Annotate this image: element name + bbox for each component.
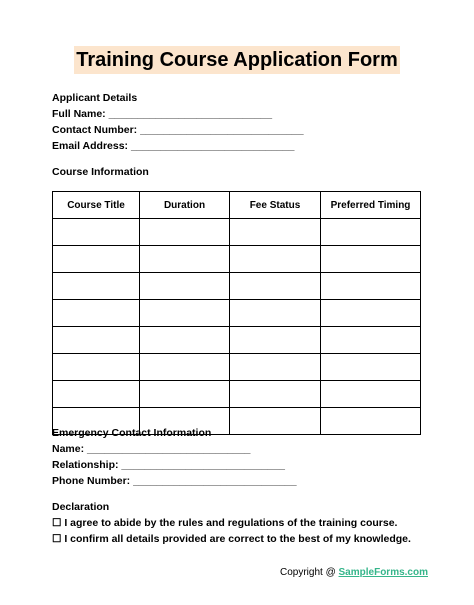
table-cell[interactable]	[140, 300, 230, 327]
table-cell[interactable]	[140, 354, 230, 381]
relationship-field[interactable]: Relationship: ____________________________	[52, 459, 285, 471]
column-header-duration: Duration	[140, 192, 230, 219]
emergency-heading: Emergency Contact Information	[52, 427, 212, 439]
column-header-fee-status: Fee Status	[230, 192, 321, 219]
emergency-name-field[interactable]: Name: ____________________________	[52, 443, 251, 455]
table-row	[53, 381, 421, 408]
table-cell[interactable]	[321, 300, 421, 327]
copyright	[280, 567, 428, 578]
applicant-heading: Applicant Details	[52, 92, 138, 104]
declaration-checkbox-confirm[interactable]: ☐ I confirm all details provided are correct to the best of my knowledge.	[52, 533, 411, 545]
table-cell[interactable]	[321, 273, 421, 300]
table-cell[interactable]	[321, 219, 421, 246]
table-header-row	[53, 192, 421, 219]
table-row	[53, 246, 421, 273]
table-cell[interactable]	[53, 354, 140, 381]
email-field[interactable]: Email Address: ____________________________	[52, 140, 295, 152]
column-header-preferred-timing: Preferred Timing	[321, 192, 421, 219]
title-wrapper	[0, 46, 474, 74]
table-cell[interactable]	[230, 300, 321, 327]
copyright-text: Copyright @	[280, 567, 339, 578]
column-header-course-title: Course Title	[53, 192, 140, 219]
table-row	[53, 354, 421, 381]
full-name-field[interactable]: Full Name: ____________________________	[52, 108, 273, 120]
course-heading: Course Information	[52, 166, 149, 178]
table-row	[53, 300, 421, 327]
table-cell[interactable]	[140, 381, 230, 408]
table-cell[interactable]	[140, 327, 230, 354]
table-cell[interactable]	[321, 354, 421, 381]
table-row	[53, 273, 421, 300]
table-cell[interactable]	[53, 381, 140, 408]
table-cell[interactable]	[53, 327, 140, 354]
table-cell[interactable]	[230, 408, 321, 435]
course-table	[52, 191, 421, 435]
table-cell[interactable]	[230, 354, 321, 381]
phone-number-field[interactable]: Phone Number: ____________________________	[52, 475, 297, 487]
brand-link[interactable]: SampleForms.com	[338, 567, 428, 578]
declaration-checkbox-rules[interactable]: ☐ I agree to abide by the rules and regulations of the training course.	[52, 517, 398, 529]
table-cell[interactable]	[321, 408, 421, 435]
table-cell[interactable]	[140, 219, 230, 246]
page-title: Training Course Application Form	[74, 46, 400, 74]
table-cell[interactable]	[230, 273, 321, 300]
table-cell[interactable]	[230, 219, 321, 246]
table-cell[interactable]	[321, 246, 421, 273]
table-cell[interactable]	[53, 273, 140, 300]
table-cell[interactable]	[53, 300, 140, 327]
table-cell[interactable]	[321, 327, 421, 354]
table-cell[interactable]	[230, 327, 321, 354]
declaration-heading: Declaration	[52, 501, 110, 513]
table-cell[interactable]	[140, 273, 230, 300]
table-cell[interactable]	[230, 381, 321, 408]
table-cell[interactable]	[230, 246, 321, 273]
table-cell[interactable]	[53, 219, 140, 246]
table-cell[interactable]	[321, 381, 421, 408]
table-row	[53, 327, 421, 354]
table-cell[interactable]	[53, 246, 140, 273]
table-row	[53, 219, 421, 246]
contact-number-field[interactable]: Contact Number: ____________________________	[52, 124, 304, 136]
table-cell[interactable]	[140, 246, 230, 273]
